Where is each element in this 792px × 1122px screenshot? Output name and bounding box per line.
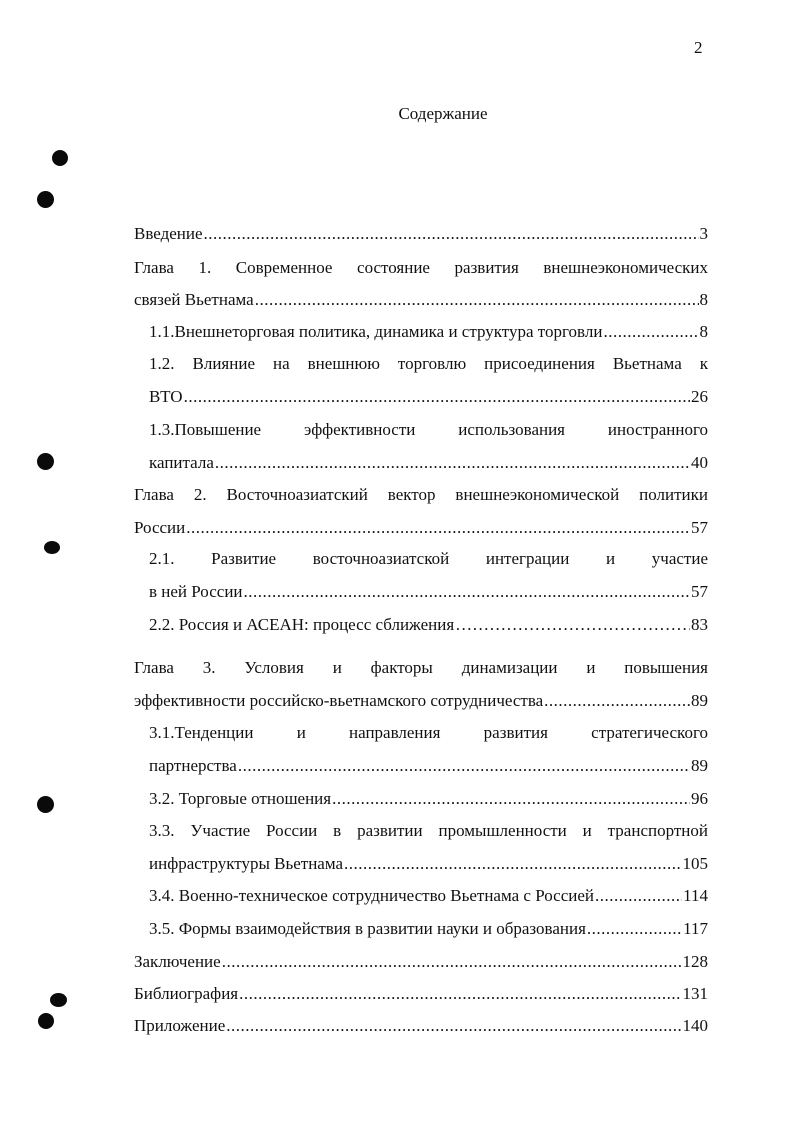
toc-entry-section-1-2-line-1: 1.2. Влияние на внешнюю торговлю присоединения Вьетнама к: [149, 354, 708, 373]
toc-entry-section-3-1-line-2: [149, 754, 708, 778]
toc-entry-section-1-2-line-2: [149, 385, 708, 409]
dot-leader: [587, 917, 682, 941]
dot-leader: [455, 613, 690, 637]
punch-hole-6: [50, 993, 67, 1007]
toc-entry-page: 128: [682, 952, 708, 971]
toc-entry-title: 3.4. Военно-техническое сотрудничество Вьетнама с Россией: [149, 886, 594, 905]
toc-entry-title: капитала: [149, 453, 214, 472]
toc-entry-title: 1.1.Внешнеторговая политика, динамика и структура торговли: [149, 322, 603, 341]
dot-leader: [603, 320, 698, 344]
page-number: 2: [694, 38, 703, 57]
toc-entry-chapter-3-line-2: [134, 689, 708, 713]
toc-entry-chapter-2-line-2: [134, 516, 708, 540]
dot-leader: [239, 982, 681, 1006]
toc-entry-title: связей Вьетнама: [134, 290, 254, 309]
dot-leader: [238, 754, 690, 778]
punch-hole-2: [37, 191, 54, 208]
toc-entry-page: 8: [699, 322, 708, 341]
toc-entry-title: 2.2. Россия и АСЕАН: процесс сближения: [149, 615, 455, 634]
dot-leader: [222, 950, 682, 974]
toc-entry-page: 105: [682, 854, 708, 873]
table-of-contents: [134, 0, 708, 1122]
dot-leader: [204, 222, 699, 246]
toc-entry-title: Библиография: [134, 984, 239, 1003]
toc-entry-page: 8: [699, 290, 708, 309]
toc-entry-section-1-1: [149, 320, 708, 344]
toc-entry-section-2-2: [149, 613, 708, 637]
toc-entry-chapter-1-line-1: Глава 1. Современное состояние развития внешнеэкономических: [134, 258, 708, 277]
toc-entry-bibliography: [134, 982, 708, 1006]
toc-entry-chapter-2-line-1: Глава 2. Восточноазиатский вектор внешнеэкономической политики: [134, 485, 708, 504]
toc-entry-section-3-4: [149, 884, 708, 908]
page-title: Содержание: [398, 104, 488, 123]
toc-entry-section-3-2: [149, 787, 708, 811]
toc-entry-section-1-3-line-2: [149, 451, 708, 475]
dot-leader: [226, 1014, 681, 1038]
toc-entry-page: 3: [699, 224, 708, 243]
punch-hole-1: [52, 150, 68, 166]
toc-entry-title: партнерства: [149, 756, 237, 775]
dot-leader: [332, 787, 690, 811]
toc-entry-conclusion: [134, 950, 708, 974]
toc-entry-appendix: [134, 1014, 708, 1038]
toc-entry-section-3-3-line-1: 3.3. Участие России в развитии промышленности и транспортной: [149, 821, 708, 840]
dot-leader: [344, 852, 681, 876]
toc-entry-title: инфраструктуры Вьетнама: [149, 854, 344, 873]
dot-leader: [255, 288, 699, 312]
toc-entry-page: 114: [683, 886, 708, 905]
toc-entry-section-2-1-line-2: [149, 580, 708, 604]
dot-leader: [186, 516, 690, 540]
toc-entry-page: 40: [691, 453, 708, 472]
dot-leader: [595, 884, 682, 908]
toc-entry-page: 26: [691, 387, 708, 406]
dot-leader: [184, 385, 690, 409]
toc-entry-page: 117: [683, 919, 708, 938]
toc-entry-title: Приложение: [134, 1016, 226, 1035]
punch-hole-7: [38, 1013, 54, 1029]
toc-entry-title: 3.5. Формы взаимодействия в развитии науки и образования: [149, 919, 586, 938]
toc-entry-title: в ней России: [149, 582, 243, 601]
toc-entry-section-3-3-line-2: [149, 852, 708, 876]
toc-entry-page: 140: [682, 1016, 708, 1035]
dot-leader: [244, 580, 690, 604]
toc-entry-chapter-3-line-1: Глава 3. Условия и факторы динамизации и повышения: [134, 658, 708, 677]
punch-hole-5: [37, 796, 54, 813]
toc-entry-page: 83: [691, 615, 708, 634]
toc-entry-title: Введение: [134, 224, 203, 243]
toc-entry-section-3-1-line-1: 3.1.Тенденции и направления развития стратегического: [149, 723, 708, 742]
toc-entry-title: ВТО: [149, 387, 183, 406]
toc-entry-page: 131: [682, 984, 708, 1003]
dot-leader: [215, 451, 690, 475]
toc-entry-section-1-3-line-1: 1.3.Повышение эффективности использования иностранного: [149, 420, 708, 439]
toc-entry-title: эффективности российско-вьетнамского сотрудничества: [134, 691, 544, 710]
toc-entry-section-2-1-line-1: 2.1. Развитие восточноазиатской интеграции и участие: [149, 549, 708, 568]
toc-entry-page: 89: [691, 756, 708, 775]
toc-entry-chapter-1-line-2: [134, 288, 708, 312]
toc-entry-section-3-5: [149, 917, 708, 941]
toc-entry-introduction: [134, 222, 708, 246]
toc-entry-title: 3.2. Торговые отношения: [149, 789, 332, 808]
toc-entry-title: России: [134, 518, 186, 537]
toc-entry-page: 57: [691, 582, 708, 601]
punch-hole-4: [44, 541, 60, 554]
dot-leader: [544, 689, 690, 713]
toc-entry-page: 57: [691, 518, 708, 537]
toc-entry-page: 89: [691, 691, 708, 710]
toc-entry-title: Заключение: [134, 952, 221, 971]
toc-entry-page: 96: [691, 789, 708, 808]
punch-hole-3: [37, 453, 54, 470]
